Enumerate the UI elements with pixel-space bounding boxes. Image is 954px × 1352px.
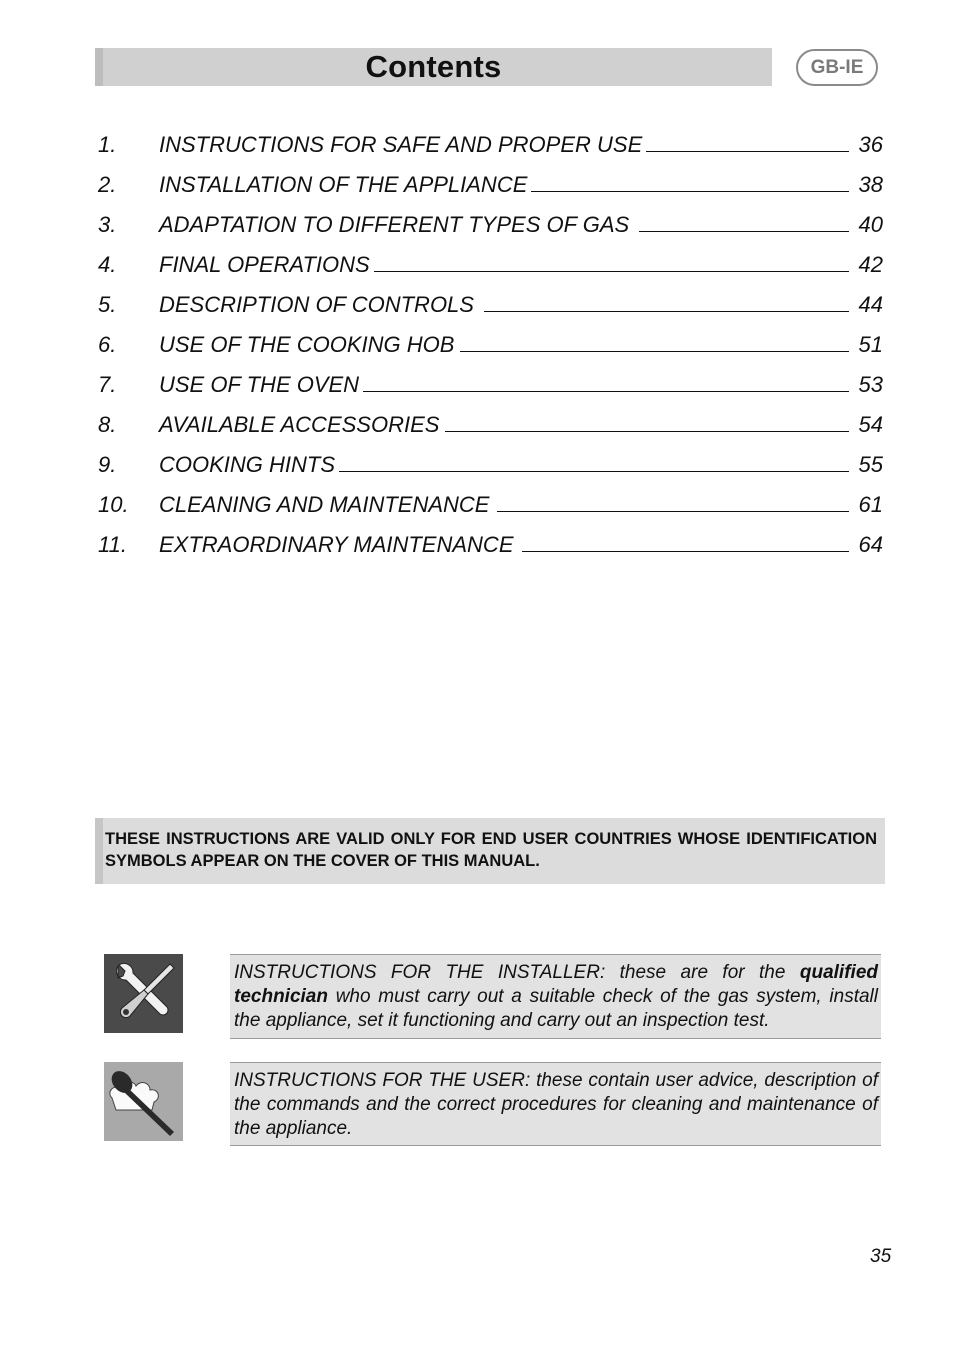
toc-entry-1[interactable] <box>0 128 954 168</box>
table-of-contents <box>0 128 954 568</box>
toc-entry-5[interactable] <box>0 288 954 328</box>
toc-number: 3. <box>98 212 117 237</box>
toc-number: 1. <box>98 132 117 157</box>
toc-entry-9[interactable] <box>0 448 954 488</box>
title-bar <box>95 48 772 86</box>
toc-page-number: 64 <box>858 532 883 557</box>
toc-page-number: 36 <box>858 132 883 157</box>
toc-label: INSTRUCTIONS FOR SAFE AND PROPER USE <box>159 132 643 157</box>
toc-number: 5. <box>98 292 117 317</box>
toc-leader-line <box>339 453 849 472</box>
toc-label: USE OF THE OVEN <box>159 372 360 397</box>
toc-page-number: 51 <box>858 332 883 357</box>
toc-entry-8[interactable] <box>0 408 954 448</box>
tools-icon <box>104 954 183 1033</box>
toc-number: 2. <box>98 172 117 197</box>
toc-number: 7. <box>98 372 117 397</box>
toc-label: EXTRAORDINARY MAINTENANCE <box>159 532 514 557</box>
toc-label: AVAILABLE ACCESSORIES <box>159 412 440 437</box>
toc-page-number: 38 <box>858 172 883 197</box>
country-badge: GB-IE <box>796 49 878 86</box>
page-number: 35 <box>870 1246 892 1267</box>
toc-label: COOKING HINTS <box>159 452 336 477</box>
toc-number: 4. <box>98 252 117 277</box>
toc-leader-line <box>363 373 849 392</box>
installer-instructions <box>230 954 881 1039</box>
toc-label: FINAL OPERATIONS <box>159 252 370 277</box>
toc-label: CLEANING AND MAINTENANCE <box>159 492 490 517</box>
toc-leader-line <box>639 213 849 232</box>
toc-leader-line <box>374 253 849 272</box>
toc-entry-3[interactable] <box>0 208 954 248</box>
toc-number: 6. <box>98 332 117 357</box>
toc-leader-line <box>445 413 849 432</box>
toc-page-number: 44 <box>858 292 883 317</box>
toc-entry-2[interactable] <box>0 168 954 208</box>
installer-text-intro: INSTRUCTIONS FOR THE INSTALLER: these are for the <box>234 962 800 983</box>
installer-text-emphasis: qualified technician <box>234 962 878 1007</box>
user-instructions: INSTRUCTIONS FOR THE USER: these contain user advice, description of the commands and the correct procedures for cleaning and maintenance of the appliance. <box>230 1062 881 1146</box>
toc-leader-line <box>522 533 850 552</box>
toc-page-number: 53 <box>858 372 883 397</box>
toc-leader-line <box>531 173 849 192</box>
toc-label: INSTALLATION OF THE APPLIANCE <box>159 172 528 197</box>
toc-page-number: 55 <box>858 452 883 477</box>
validity-notice: THESE INSTRUCTIONS ARE VALID ONLY FOR END USER COUNTRIES WHOSE IDENTIFICATION SYMBOLS APPEAR ON THE COVER OF THIS MANUAL. <box>95 818 885 884</box>
toc-leader-line <box>646 133 849 152</box>
toc-page-number: 40 <box>858 212 883 237</box>
toc-number: 10. <box>98 492 129 517</box>
toc-label: USE OF THE COOKING HOB <box>159 332 455 357</box>
chef-spoon-icon <box>104 1062 183 1141</box>
toc-number: 8. <box>98 412 117 437</box>
toc-page-number: 61 <box>858 492 883 517</box>
toc-entry-11[interactable] <box>0 528 954 568</box>
toc-page-number: 42 <box>858 252 883 277</box>
toc-entry-4[interactable] <box>0 248 954 288</box>
toc-number: 11. <box>98 532 127 557</box>
toc-page-number: 54 <box>858 412 883 437</box>
toc-entry-6[interactable] <box>0 328 954 368</box>
toc-leader-line <box>460 333 849 352</box>
toc-number: 9. <box>98 452 117 477</box>
toc-entry-7[interactable] <box>0 368 954 408</box>
toc-leader-line <box>484 293 849 312</box>
installer-text-rest: who must carry out a suitable check of the gas system, install the appliance, set it functioning and carry out an inspection test. <box>234 986 878 1031</box>
toc-leader-line <box>497 493 849 512</box>
toc-label: ADAPTATION TO DIFFERENT TYPES OF GAS <box>159 212 630 237</box>
toc-label: DESCRIPTION OF CONTROLS <box>159 292 474 317</box>
page-title: Contents <box>365 49 502 84</box>
toc-entry-10[interactable] <box>0 488 954 528</box>
